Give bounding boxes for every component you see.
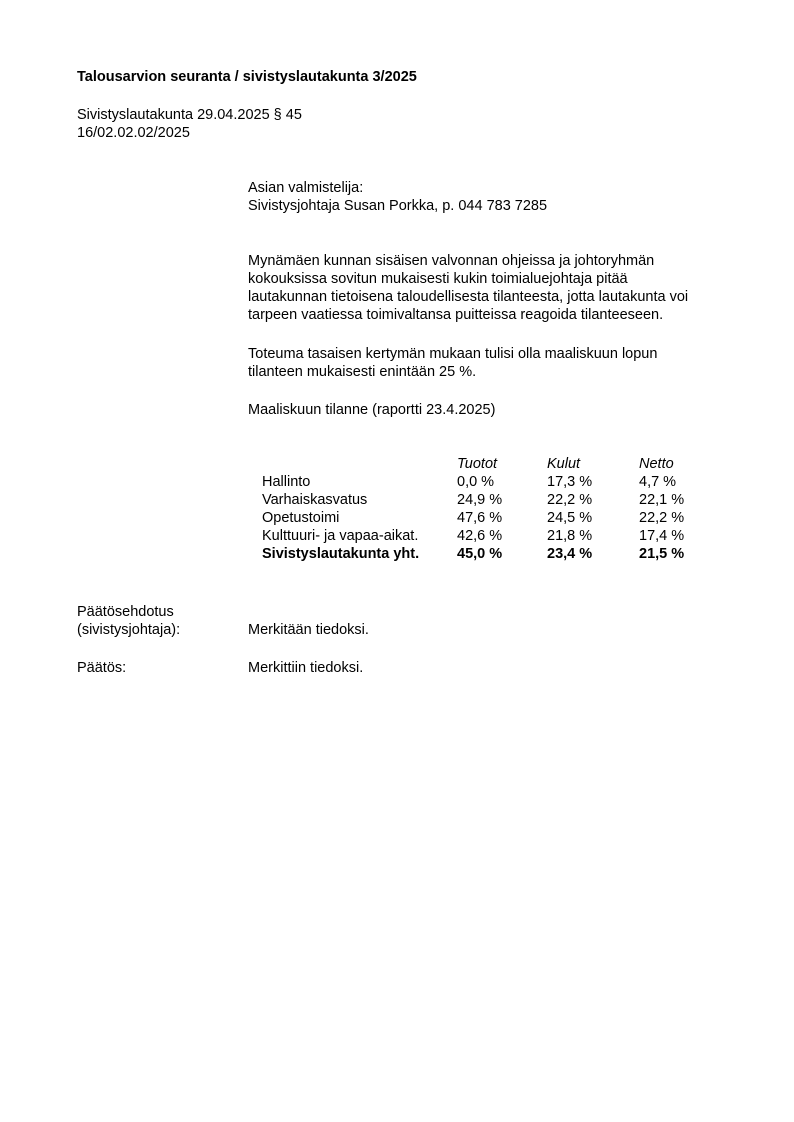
record-id: 16/02.02.02/2025 <box>77 125 190 141</box>
table-total-row <box>262 545 709 563</box>
decision-value: Merkittiin tiedoksi. <box>248 660 364 676</box>
total-name: Sivistyslautakunta yht. <box>262 546 420 562</box>
paragraph-line: lautakunnan tietoisena taloudellisesta tilanteesta, jotta lautakunta voi <box>248 289 689 305</box>
header-kulut: Kulut <box>547 456 581 472</box>
document-title: Talousarvion seuranta / sivistyslautakunta 3/2025 <box>77 69 417 85</box>
preparer-label: Asian valmistelija: <box>248 180 364 196</box>
proposal-label-line2: (sivistysjohtaja): <box>77 622 181 638</box>
paragraph-line: tilanteen mukaisesti enintään 25 %. <box>248 364 477 380</box>
paragraph-line: tarpeen vaatiessa toimivaltansa puitteissa reagoida tilanteeseen. <box>248 307 664 323</box>
decision-label: Päätös: <box>77 660 127 676</box>
tuotot-value: 24,9 % <box>457 492 503 508</box>
paragraph-target-rate <box>248 345 748 381</box>
kulut-value: 22,2 % <box>547 492 593 508</box>
paragraph-line: Toteuma tasaisen kertymän mukaan tulisi olla maaliskuun lopun <box>248 346 658 362</box>
unit-name: Hallinto <box>262 474 311 490</box>
table-row <box>262 509 709 527</box>
unit-name: Opetustoimi <box>262 510 340 526</box>
kulut-value: 21,8 % <box>547 528 593 544</box>
table-row <box>262 473 709 491</box>
unit-name: Varhaiskasvatus <box>262 492 368 508</box>
unit-name: Kulttuuri- ja vapaa-aikat. <box>262 528 419 544</box>
paragraph-line: Mynämäen kunnan sisäisen valvonnan ohjeissa ja johtoryhmän <box>248 253 655 269</box>
proposal-label-line1: Päätösehdotus <box>77 604 174 620</box>
kulut-value: 17,3 % <box>547 474 593 490</box>
header-netto: Netto <box>639 456 674 472</box>
budget-results-table <box>262 455 709 563</box>
total-kulut: 23,4 % <box>547 546 593 562</box>
table-row <box>262 491 709 509</box>
kulut-value: 24,5 % <box>547 510 593 526</box>
tuotot-value: 0,0 % <box>457 474 495 490</box>
table-header-row <box>262 455 709 473</box>
total-tuotot: 45,0 % <box>457 546 503 562</box>
total-netto: 21,5 % <box>639 546 685 562</box>
netto-value: 22,1 % <box>639 492 685 508</box>
netto-value: 22,2 % <box>639 510 685 526</box>
proposal-value: Merkitään tiedoksi. <box>248 622 369 638</box>
netto-value: 17,4 % <box>639 528 685 544</box>
paragraph-line: Maaliskuun tilanne (raportti 23.4.2025) <box>248 402 496 418</box>
tuotot-value: 47,6 % <box>457 510 503 526</box>
paragraph-report-status <box>248 401 748 419</box>
meeting-reference: Sivistyslautakunta 29.04.2025 § 45 <box>77 107 302 123</box>
preparer-value: Sivistysjohtaja Susan Porkka, p. 044 783 7285 <box>248 198 548 214</box>
table-row <box>262 527 709 545</box>
paragraph-internal-control <box>248 252 748 324</box>
tuotot-value: 42,6 % <box>457 528 503 544</box>
paragraph-line: kokouksissa sovitun mukaisesti kukin toimialuejohtaja pitää <box>248 271 628 287</box>
header-unit <box>262 455 457 473</box>
netto-value: 4,7 % <box>639 474 677 490</box>
header-tuotot: Tuotot <box>457 456 498 472</box>
